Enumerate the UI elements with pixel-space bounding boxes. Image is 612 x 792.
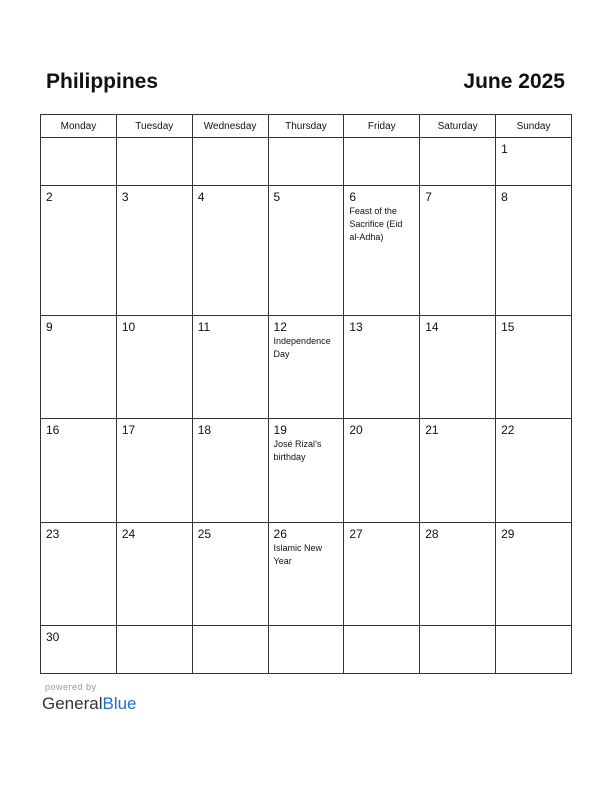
calendar-day-cell [420, 522, 496, 625]
calendar-day-cell [420, 138, 496, 186]
day-number: 5 [273, 189, 281, 204]
calendar-day-cell [268, 315, 344, 418]
calendar-day-cell [116, 626, 192, 674]
day-number: 2 [46, 189, 53, 204]
calendar-grid [40, 114, 572, 674]
weekday-header: Monday [41, 115, 117, 138]
calendar-day-cell [268, 626, 344, 674]
holiday-label: Feast of the Sacrifice (Eid al-Adha) [349, 205, 403, 242]
day-number: 15 [501, 319, 515, 334]
day-number: 19 [273, 423, 287, 438]
calendar-day-cell [116, 522, 192, 625]
day-number: 28 [425, 526, 439, 541]
calendar-day-cell [268, 138, 344, 186]
calendar-day-cell [41, 626, 117, 674]
calendar-day-cell [116, 138, 192, 186]
country-title: Philippines [46, 70, 159, 93]
calendar-day-cell [344, 315, 420, 418]
day-number: 17 [121, 423, 136, 438]
day-number: 12 [273, 319, 287, 334]
weekday-header: Tuesday [116, 115, 192, 138]
brand-logo[interactable] [42, 694, 137, 714]
day-number: 9 [46, 319, 53, 334]
day-number: 13 [349, 319, 363, 334]
calendar-day-cell [192, 522, 268, 625]
weekday-header: Saturday [420, 115, 496, 138]
day-number: 10 [121, 319, 136, 334]
calendar-day-cell [268, 522, 344, 625]
calendar-day-cell [192, 138, 268, 186]
month-year-title: June 2025 [463, 70, 565, 93]
calendar-day-cell [116, 315, 192, 418]
brand-name-general: General [42, 694, 103, 713]
weekday-header: Thursday [268, 115, 344, 138]
calendar-day-cell [192, 419, 268, 522]
calendar-day-cell [344, 626, 420, 674]
calendar-week-row [41, 315, 572, 418]
day-number: 8 [501, 189, 508, 204]
day-number: 30 [46, 630, 60, 645]
day-number: 16 [46, 423, 60, 438]
calendar-day-cell [116, 419, 192, 522]
weekday-header-row [41, 115, 572, 138]
weekday-header: Friday [344, 115, 420, 138]
day-number: 14 [425, 319, 439, 334]
day-number: 29 [501, 526, 515, 541]
calendar-day-cell [496, 626, 572, 674]
day-number: 4 [197, 189, 205, 204]
calendar-week-row [41, 522, 572, 625]
calendar-day-cell [420, 185, 496, 315]
calendar-week-row [41, 138, 572, 186]
calendar-week-row [41, 419, 572, 522]
day-number: 24 [121, 526, 136, 541]
powered-by-label: powered by [45, 682, 97, 692]
day-number: 23 [46, 526, 60, 541]
calendar-day-cell [344, 138, 420, 186]
calendar-day-cell [116, 185, 192, 315]
day-number: 27 [349, 526, 363, 541]
day-number: 21 [425, 423, 439, 438]
calendar-week-row [41, 626, 572, 674]
day-number: 1 [501, 142, 508, 156]
calendar-day-cell [192, 315, 268, 418]
calendar-day-cell [344, 522, 420, 625]
calendar-day-cell [41, 315, 117, 418]
calendar-day-cell [41, 138, 117, 186]
calendar-week-row [41, 185, 572, 315]
calendar-day-cell [420, 315, 496, 418]
holiday-label: Independence Day [273, 335, 331, 359]
calendar-day-cell [420, 419, 496, 522]
day-number: 20 [349, 423, 363, 438]
calendar-day-cell [41, 419, 117, 522]
calendar-day-cell [420, 626, 496, 674]
calendar-day-cell [268, 419, 344, 522]
day-number: 25 [197, 526, 212, 541]
calendar-day-cell [496, 315, 572, 418]
calendar-day-cell [496, 419, 572, 522]
day-number: 6 [349, 189, 357, 204]
calendar-day-cell [496, 522, 572, 625]
weekday-header: Wednesday [192, 115, 268, 138]
weekday-header: Sunday [496, 115, 572, 138]
day-number: 26 [273, 526, 287, 541]
holiday-label: Islamic New Year [273, 542, 323, 566]
calendar-day-cell [496, 138, 572, 186]
calendar-day-cell [41, 522, 117, 625]
calendar-day-cell [496, 185, 572, 315]
calendar-day-cell [192, 626, 268, 674]
day-number: 7 [425, 189, 432, 204]
day-number: 3 [121, 189, 129, 204]
day-number: 11 [197, 319, 211, 334]
brand-name-blue: Blue [102, 694, 137, 713]
holiday-label: José Rizal’s birthday [273, 439, 322, 463]
calendar-day-cell [344, 185, 420, 315]
calendar-day-cell [344, 419, 420, 522]
calendar-day-cell [41, 185, 117, 315]
calendar-day-cell [192, 185, 268, 315]
day-number: 18 [197, 423, 212, 438]
calendar-day-cell [268, 185, 344, 315]
day-number: 22 [501, 423, 515, 438]
